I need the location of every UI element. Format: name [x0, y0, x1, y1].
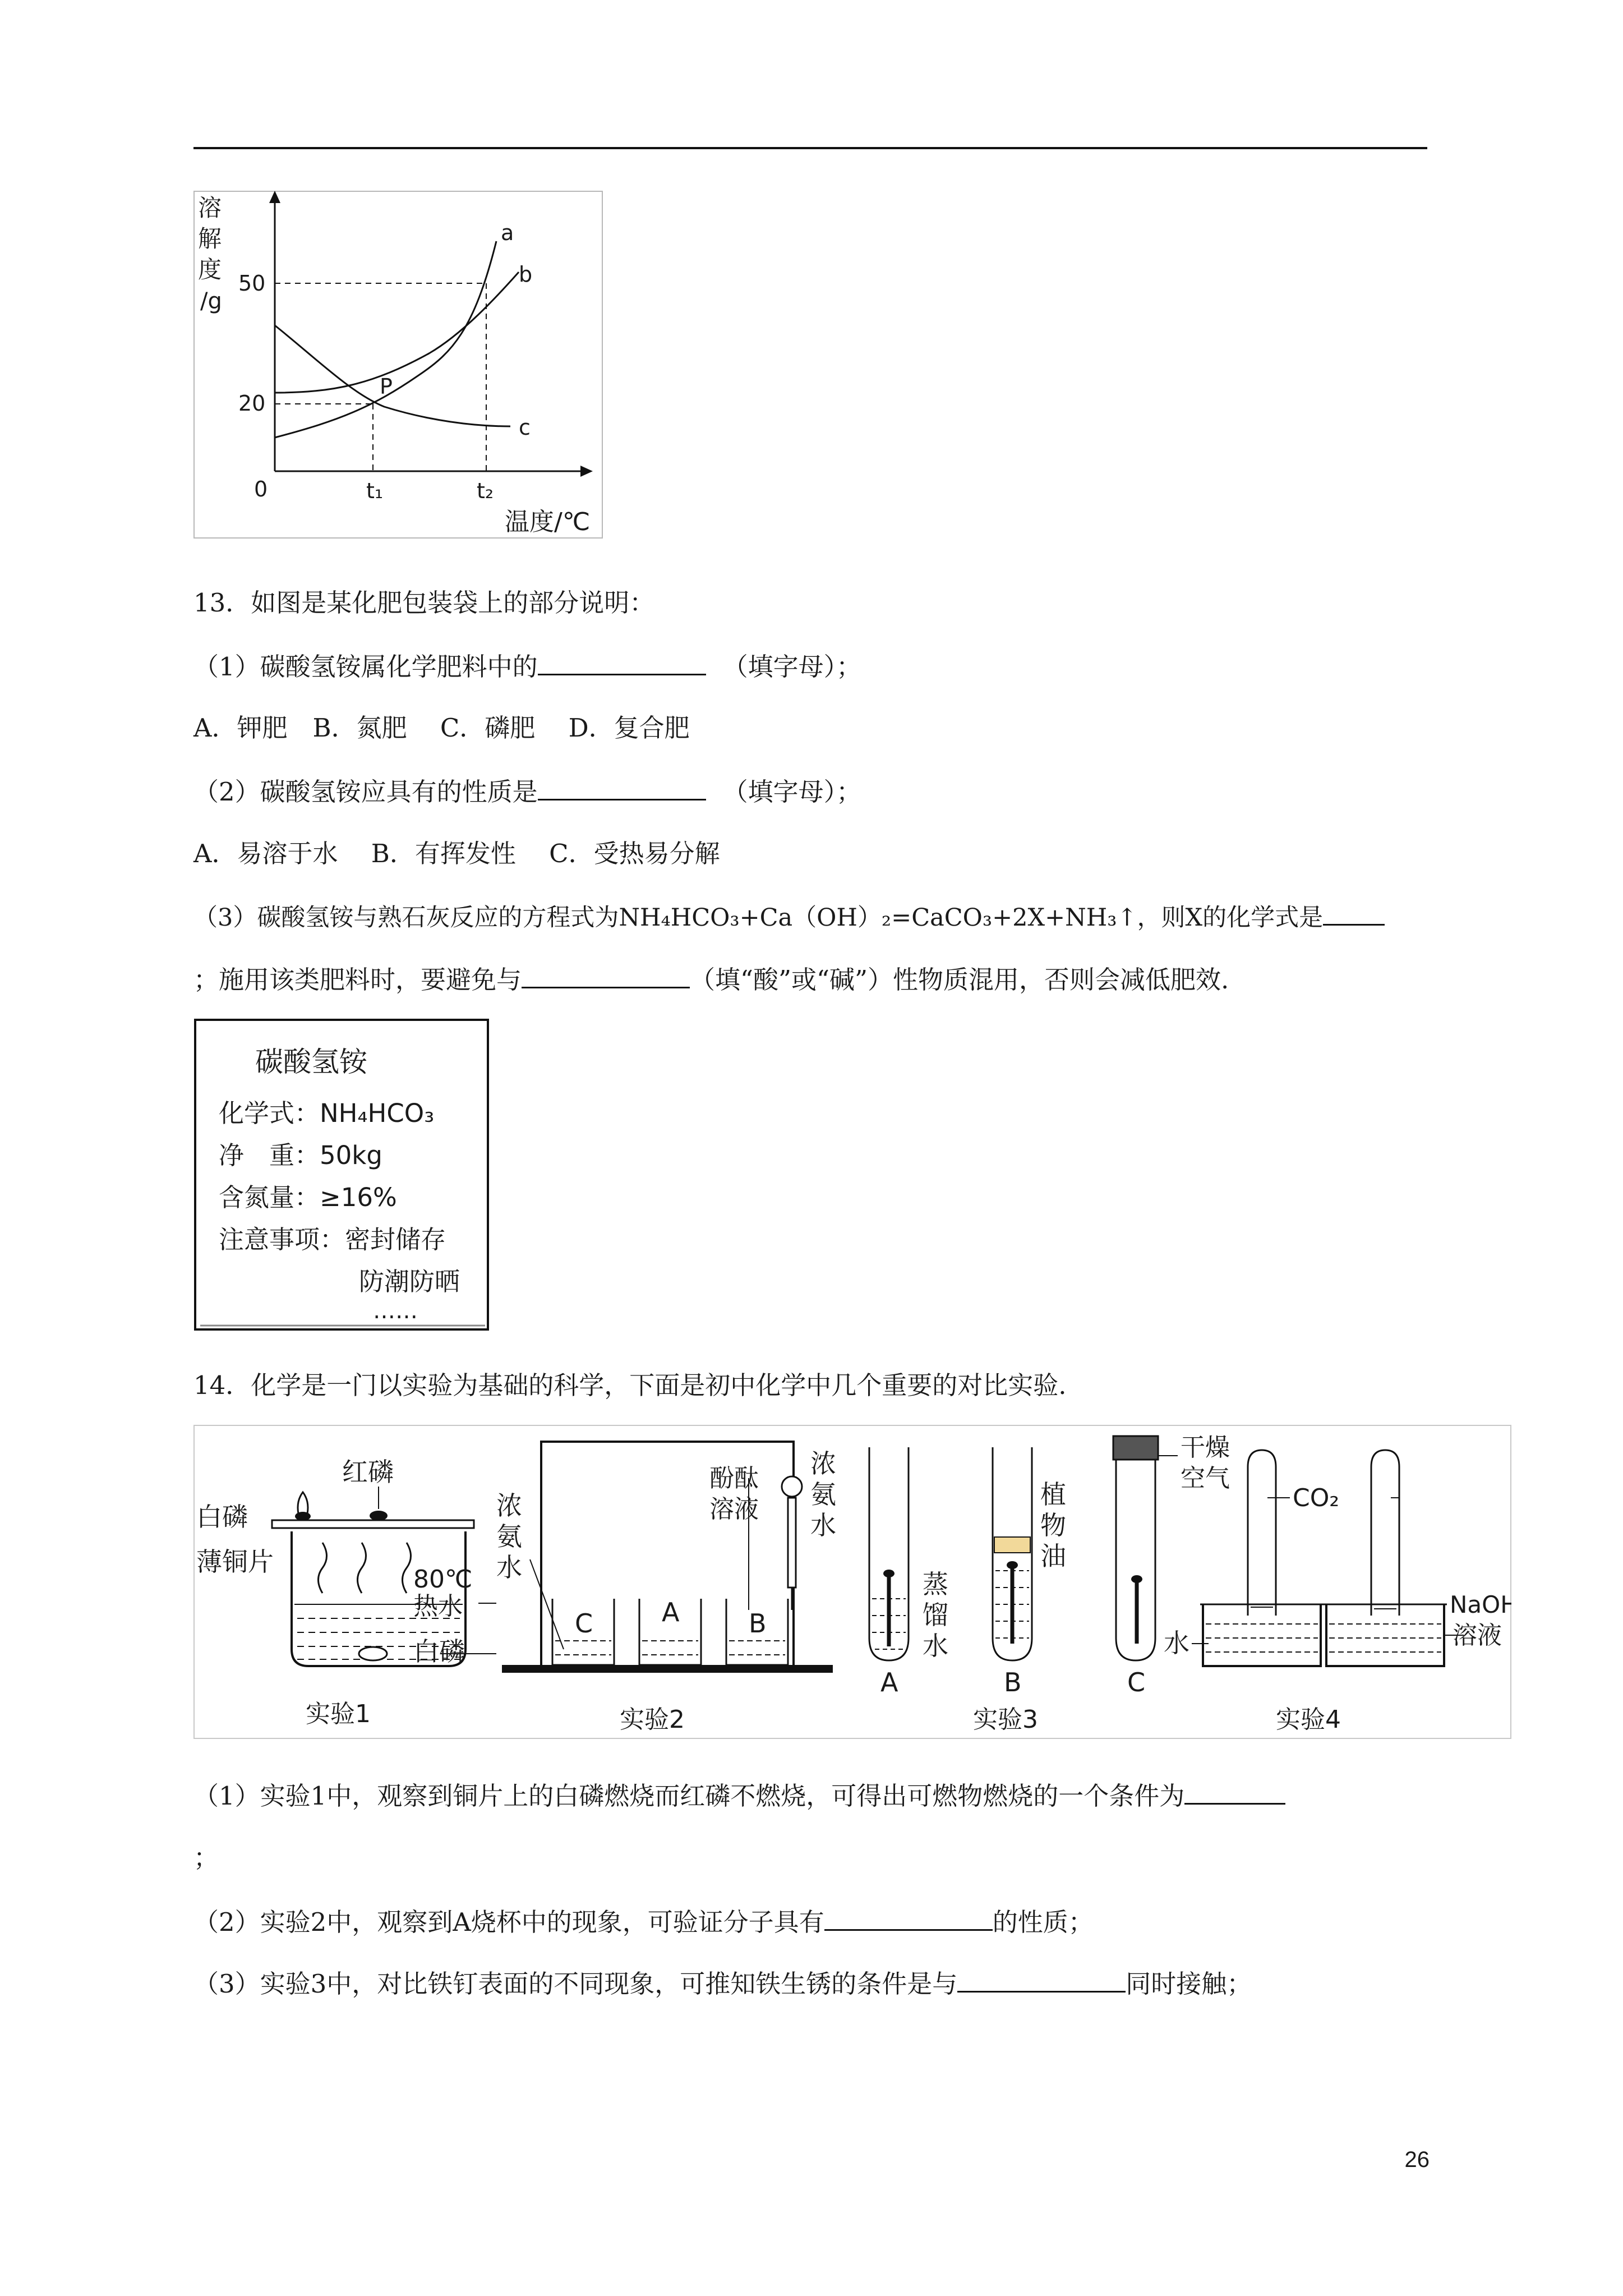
label-hot-water: 热水	[413, 1592, 463, 1621]
label-drop-ammonia-2: 氨	[810, 1479, 836, 1510]
y-axis-label-2: 解	[198, 225, 222, 252]
label-water: 水	[1164, 1628, 1189, 1658]
q13-part3	[193, 899, 1385, 935]
label-naoh-1: NaOH	[1450, 1591, 1511, 1618]
x-axis-label: 温度/℃	[505, 508, 591, 536]
q13-part3b	[193, 962, 1229, 997]
label-red-phosphorus: 红磷	[342, 1457, 394, 1487]
answer-blank[interactable]	[957, 1966, 1126, 1993]
q13-part2-options: A．易溶于水 B．有挥发性 C．受热易分解	[193, 839, 720, 868]
label-conc-ammonia-1: 浓	[496, 1490, 522, 1521]
x-tick-t2: t₂	[477, 478, 494, 503]
point-p-label: P	[380, 374, 393, 399]
y-tick-20: 20	[238, 391, 266, 416]
label-copper-sheet: 薄铜片	[196, 1547, 274, 1577]
solubility-chart	[193, 191, 603, 541]
label-white-phosphorus-2: 白磷	[413, 1636, 465, 1667]
label-plant-oil-1: 植	[1040, 1479, 1066, 1510]
series-c-curve	[275, 325, 510, 426]
series-b-label: b	[519, 262, 533, 287]
label-distilled-3: 水	[923, 1631, 948, 1661]
q14-part3	[193, 1966, 1252, 2001]
q13-part1-options: A．钾肥 B．氮肥 C．磷肥 D．复合肥	[193, 713, 690, 743]
label-co2: CO₂	[1293, 1484, 1339, 1512]
label-formula: 化学式：NH₄HCO₃	[219, 1098, 435, 1128]
experiments-figure	[193, 1425, 1511, 1741]
fertilizer-label	[193, 1018, 491, 1335]
y-tick-50: 50	[238, 271, 266, 296]
header-rule	[193, 147, 1427, 149]
y-axis-label-1: 溶	[198, 194, 222, 222]
x-tick-0: 0	[254, 477, 268, 501]
q13-part1-text: （1）碳酸氢铵属化学肥料中的	[193, 652, 538, 682]
q13-part3-text: （3）碳酸氢铵与熟石灰反应的方程式为NH₄HCO₃+Ca（OH）₂=CaCO₃+2X+NH₃↑，则X的化学式是	[193, 904, 1324, 932]
series-a-label: a	[501, 220, 514, 245]
beaker-c-label: C	[575, 1608, 593, 1639]
label-plant-oil-3: 油	[1040, 1541, 1066, 1571]
label-dry-air-2: 空气	[1181, 1464, 1230, 1493]
label-drop-ammonia-3: 水	[810, 1510, 836, 1540]
beaker-a-label: A	[662, 1597, 680, 1627]
label-experiment-1: 实验1	[306, 1700, 371, 1728]
q14-part1-text: （1）实验1中，观察到铜片上的白磷燃烧而红磷不燃烧，可得出可燃物燃烧的一个条件为	[193, 1781, 1185, 1811]
label-note1: 注意事项：密封储存	[219, 1225, 446, 1254]
q13-part2-text: （2）碳酸氢铵应具有的性质是	[193, 777, 538, 807]
experiment-3	[869, 1433, 1230, 1734]
label-weight: 净 重：50kg	[219, 1140, 382, 1170]
q13-part3b-tail: （填“酸”或“碱”）性物质混用，否则会减低肥效.	[690, 965, 1229, 995]
label-conc-ammonia-3: 水	[496, 1552, 522, 1582]
q14-part1-end: ；	[193, 1843, 219, 1872]
label-distilled-2: 馏	[923, 1600, 948, 1630]
page-number: 26	[1404, 2147, 1430, 2172]
label-experiment-3: 实验3	[973, 1705, 1038, 1734]
label-drop-ammonia-1: 浓	[810, 1448, 836, 1479]
y-axis-label-4: /g	[200, 288, 222, 314]
answer-blank[interactable]	[538, 649, 706, 675]
q14-part3-text: （3）实验3中，对比铁钉表面的不同现象，可推知铁生锈的条件是与	[193, 1969, 958, 1999]
q13-stem: 13．如图是某化肥包装袋上的部分说明：	[193, 588, 655, 618]
beaker-b-label: B	[749, 1608, 767, 1639]
tube-c-label: C	[1127, 1667, 1146, 1697]
label-dry-air-1: 干燥	[1181, 1433, 1230, 1462]
q13-part1	[193, 649, 861, 684]
tube-b-label: B	[1004, 1667, 1022, 1697]
q14-part2-tail: 的性质；	[992, 1907, 1094, 1937]
q13-part2-tail: （填字母）；	[722, 777, 862, 807]
q13-part3b-text: ；施用该类肥料时，要避免与	[193, 965, 522, 995]
q14-part3-tail: 同时接触；	[1126, 1969, 1252, 1999]
y-axis-label-3: 度	[198, 256, 222, 283]
label-experiment-2: 实验2	[620, 1705, 685, 1734]
answer-blank[interactable]	[1184, 1778, 1285, 1805]
answer-blank[interactable]	[522, 962, 690, 988]
q13-part2	[193, 774, 861, 809]
label-title: 碳酸氢铵	[255, 1046, 367, 1078]
label-phenolphthalein-1: 酚酞	[709, 1464, 759, 1493]
label-distilled-1: 蒸	[923, 1569, 948, 1599]
q14-part1	[193, 1778, 1285, 1813]
answer-blank[interactable]	[824, 1904, 993, 1931]
series-a-curve	[275, 241, 496, 438]
q14-part2	[193, 1904, 1094, 1939]
answer-blank[interactable]	[538, 774, 706, 800]
answer-blank[interactable]	[1323, 899, 1385, 926]
tube-a-label: A	[880, 1667, 898, 1697]
label-naoh-2: 溶液	[1453, 1621, 1502, 1650]
label-phenolphthalein-2: 溶液	[709, 1495, 759, 1524]
label-experiment-4: 实验4	[1276, 1705, 1341, 1734]
label-plant-oil-2: 物	[1040, 1510, 1066, 1540]
q14-part2-text: （2）实验2中，观察到A烧杯中的现象，可验证分子具有	[193, 1907, 824, 1937]
label-note2: 防潮防晒	[359, 1267, 460, 1296]
q13-part1-tail: （填字母）；	[722, 652, 862, 682]
label-nitrogen: 含氮量：≥16%	[219, 1182, 397, 1212]
x-tick-t1: t₁	[366, 478, 384, 503]
label-dots: ……	[373, 1298, 418, 1324]
label-white-phosphorus: 白磷	[196, 1502, 248, 1532]
label-conc-ammonia-2: 氨	[496, 1521, 522, 1552]
series-c-label: c	[519, 415, 531, 440]
label-80c: 80℃	[413, 1565, 473, 1594]
experiment-2	[496, 1442, 836, 1734]
q14-stem: 14．化学是一门以实验为基础的科学，下面是初中化学中几个重要的对比实验.	[193, 1370, 1067, 1400]
experiment-1	[196, 1457, 496, 1728]
